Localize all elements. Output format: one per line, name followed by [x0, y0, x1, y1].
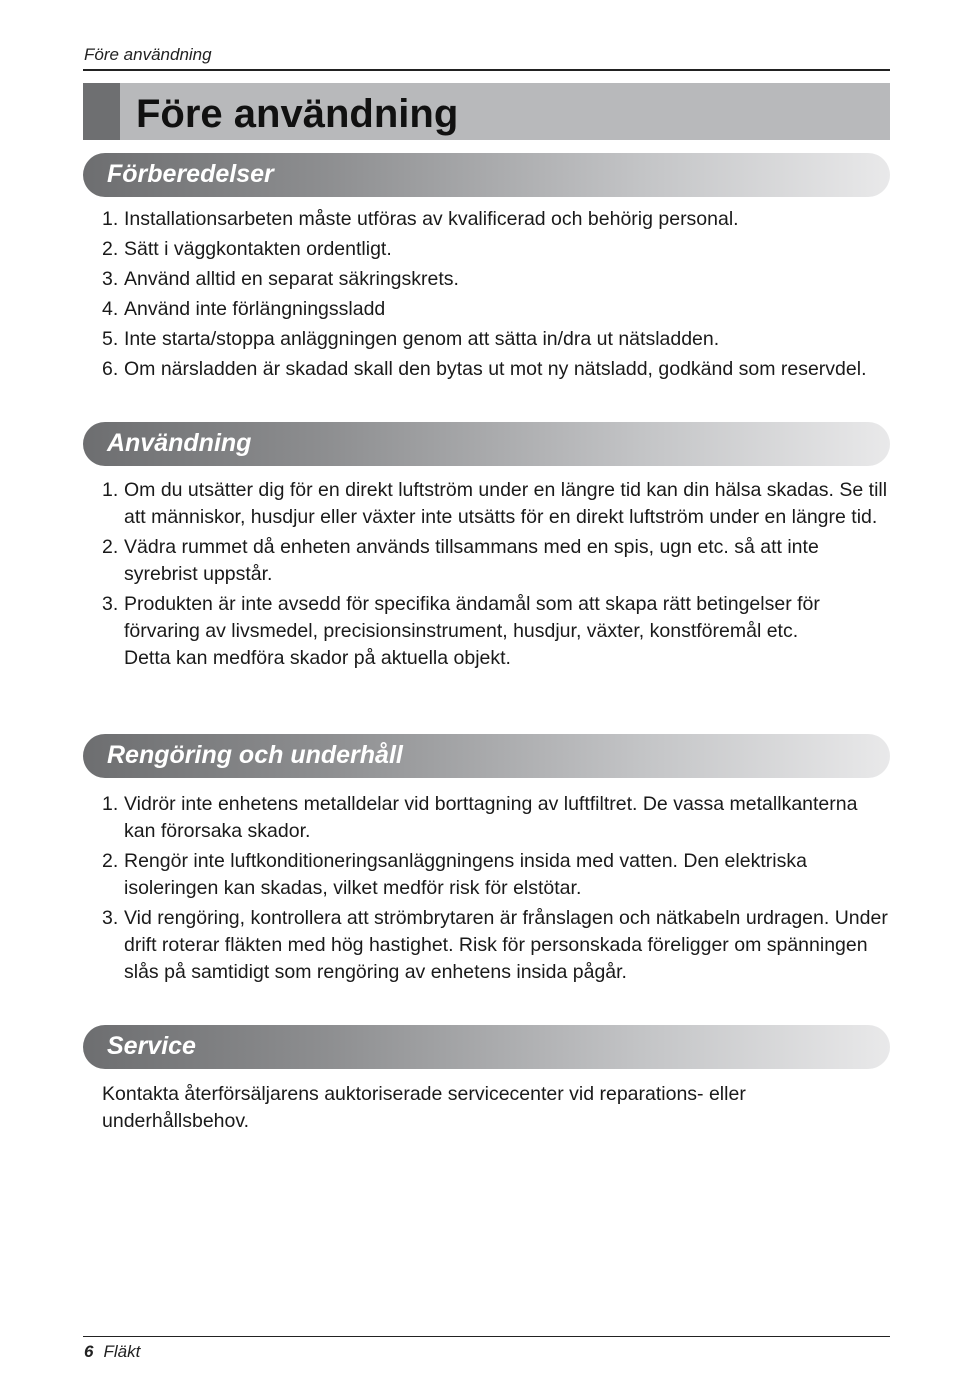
list-item: 4. Använd inte förlängningssladd	[102, 298, 386, 320]
cleaning-list	[102, 791, 892, 989]
page-title-bar	[83, 83, 890, 140]
page-footer	[84, 1342, 140, 1362]
section-heading: Service	[107, 1032, 196, 1060]
list-item: 2. Rengör inte luftkonditioneringsanläggningens insida med vatten. Den elektriska isoleringen kan skadas, vilket medför risk för elstötar.	[102, 850, 807, 899]
list-item: 1. Installationsarbeten måste utföras av kvalificerad och behörig personal.	[102, 208, 739, 230]
section-header-service	[83, 1025, 890, 1069]
title-marker	[83, 83, 120, 140]
list-item: 1. Vidrör inte enhetens metalldelar vid borttagning av luftfiltret. De vassa metallkanterna kan förorsaka skador.	[102, 793, 858, 842]
section-heading: Rengöring och underhåll	[107, 741, 403, 769]
preparation-list	[102, 206, 892, 386]
section-header-anvandning	[83, 422, 890, 466]
list-item: 5. Inte starta/stoppa anläggningen genom att sätta in/dra ut nätsladden.	[102, 328, 720, 350]
section-header-rengoring	[83, 734, 890, 778]
section-header-forberedelser	[83, 153, 890, 197]
list-item: 6. Om närsladden är skadad skall den bytas ut mot ny nätsladd, godkänd som reservdel.	[102, 358, 867, 380]
section-heading: Användning	[107, 429, 252, 457]
running-head: Före användning	[84, 45, 212, 64]
list-item: 3. Använd alltid en separat säkringskrets.	[102, 268, 459, 290]
list-item: 2. Sätt i väggkontakten ordentligt.	[102, 238, 392, 260]
list-item: 3. Produkten är inte avsedd för specifika ändamål som att skapa rätt betingelser för förvaring av livsmedel, precisionsinstrument, husdjur, växter, konstföremål etc. Detta kan medföra skador på aktuella objekt.	[102, 593, 820, 669]
page-title: Före användning	[136, 92, 459, 136]
footer-divider	[83, 1336, 890, 1337]
footer-label: Fläkt	[103, 1342, 141, 1361]
list-item: 2. Vädra rummet då enheten används tillsammans med en spis, ugn etc. så att inte syrebrist uppstår.	[102, 536, 819, 585]
section-heading: Förberedelser	[107, 160, 274, 188]
header-divider	[83, 69, 890, 71]
usage-list	[102, 477, 892, 675]
list-item: 3. Vid rengöring, kontrollera att strömbrytaren är frånslagen och nätkabeln urdragen. Under drift roterar fläkten med hög hastighet. Risk för personskada föreligger om spänningen slås på samtidigt som rengöring av enhetens insida pågår.	[102, 907, 888, 983]
page-number: 6	[84, 1342, 94, 1361]
list-item: 1. Om du utsätter dig för en direkt luftström under en längre tid kan din hälsa skadas. Se till att människor, husdjur eller växter inte utsätts för en direkt luftström under en längre tid.	[102, 479, 888, 528]
service-paragraph: Kontakta återförsäljarens auktoriserade servicecenter vid reparations- eller underhållsbehov.	[102, 1083, 746, 1132]
